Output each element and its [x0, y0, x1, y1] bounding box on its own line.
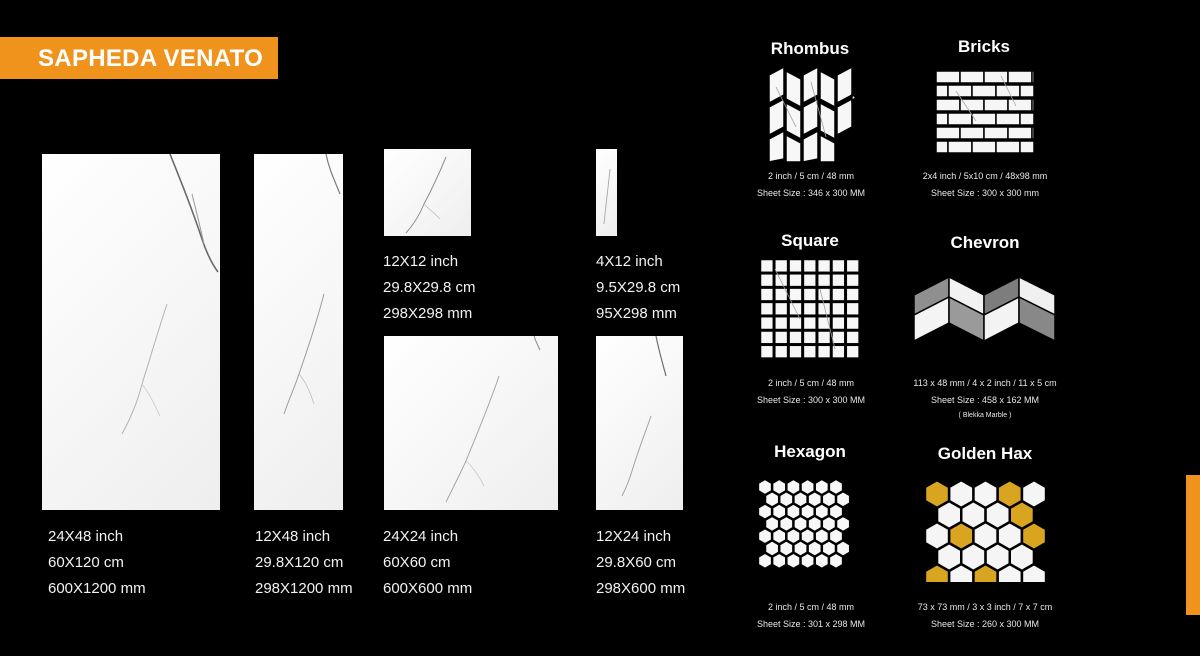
tile-24x48 — [42, 154, 220, 510]
size-mm: 95X298 mm — [596, 305, 677, 322]
mosaic-spec-golden-hax — [885, 599, 1085, 633]
mosaic-size: 2 inch / 5 cm / 48 mm — [767, 602, 855, 612]
square-mosaic-image — [760, 259, 861, 360]
mosaic-sheet: Sheet Size : 301 x 298 MM — [756, 619, 866, 629]
mosaic-title-rhombus: Rhombus — [770, 39, 850, 58]
tile-24x24 — [384, 336, 558, 510]
side-accent-bar — [1186, 475, 1200, 615]
mosaic-spec-rhombus — [711, 168, 911, 202]
chevron-mosaic-image — [914, 277, 1055, 342]
size-mm: 298X1200 mm — [255, 580, 353, 597]
hexagon-mosaic-image — [756, 478, 866, 582]
size-mm: 298X298 mm — [383, 305, 473, 322]
mosaic-size: 73 x 73 mm / 3 x 3 inch / 7 x 7 cm — [917, 602, 1053, 612]
mosaic-spec-hexagon — [711, 599, 911, 633]
size-mm: 600X1200 mm — [48, 580, 146, 597]
size-label-12x24 — [596, 524, 685, 602]
size-cm: 29.8X60 cm — [596, 554, 677, 571]
size-mm: 298X600 mm — [596, 580, 686, 597]
mosaic-size: 2x4 inch / 5x10 cm / 48x98 mm — [922, 171, 1048, 181]
mosaic-sheet: Sheet Size : 260 x 300 MM — [930, 619, 1040, 629]
size-label-4x12 — [596, 249, 680, 327]
mosaic-size: 113 x 48 mm / 4 x 2 inch / 11 x 5 cm — [913, 378, 1057, 388]
mosaic-spec-chevron — [885, 375, 1085, 423]
mosaic-sheet: Sheet Size : 300 x 300 mm — [930, 188, 1040, 198]
mosaic-sheet: Sheet Size : 458 x 162 MM — [930, 395, 1040, 405]
mosaic-title-square: Square — [781, 231, 839, 250]
rhombus-mosaic-image — [766, 67, 856, 162]
size-inch: 24X24 inch — [383, 528, 459, 545]
mosaic-title-bricks: Bricks — [958, 37, 1010, 56]
mosaic-spec-square — [711, 375, 911, 409]
size-label-12x48 — [255, 524, 353, 602]
size-cm: 9.5X29.8 cm — [596, 279, 681, 296]
size-cm: 60X120 cm — [48, 554, 124, 571]
size-inch: 24X48 inch — [48, 528, 124, 545]
mosaic-sheet: Sheet Size : 300 x 300 MM — [756, 395, 866, 405]
tile-4x12 — [596, 149, 617, 236]
mosaic-title-golden-hax: Golden Hax — [937, 444, 1033, 463]
size-inch: 12X24 inch — [596, 528, 672, 545]
mosaic-size: 2 inch / 5 cm / 48 mm — [767, 378, 855, 388]
tile-12x24 — [596, 336, 683, 510]
golden-hax-mosaic-image — [925, 480, 1045, 582]
tile-12x12 — [384, 149, 471, 236]
tile-12x48 — [254, 154, 343, 510]
mosaic-spec-bricks — [885, 168, 1085, 202]
size-label-24x24 — [383, 524, 472, 602]
size-mm: 600X600 mm — [383, 580, 473, 597]
size-cm: 60X60 cm — [383, 554, 451, 571]
mosaic-title-chevron: Chevron — [950, 233, 1020, 252]
mosaic-title-hexagon: Hexagon — [774, 442, 846, 461]
size-label-24x48 — [48, 524, 146, 602]
mosaic-size: 2 inch / 5 cm / 48 mm — [767, 171, 855, 181]
mosaic-note: ( Blekka Marble ) — [958, 412, 1012, 419]
size-cm: 29.8X120 cm — [255, 554, 344, 571]
bricks-mosaic-image — [936, 71, 1034, 155]
size-inch: 4X12 inch — [596, 253, 663, 270]
size-inch: 12X48 inch — [255, 528, 331, 545]
mosaic-sheet: Sheet Size : 346 x 300 MM — [756, 188, 866, 198]
size-label-12x12 — [383, 249, 476, 327]
size-cm: 29.8X29.8 cm — [383, 279, 476, 296]
size-inch: 12X12 inch — [383, 253, 459, 270]
page-title: SAPHEDA VENATO — [38, 45, 264, 72]
